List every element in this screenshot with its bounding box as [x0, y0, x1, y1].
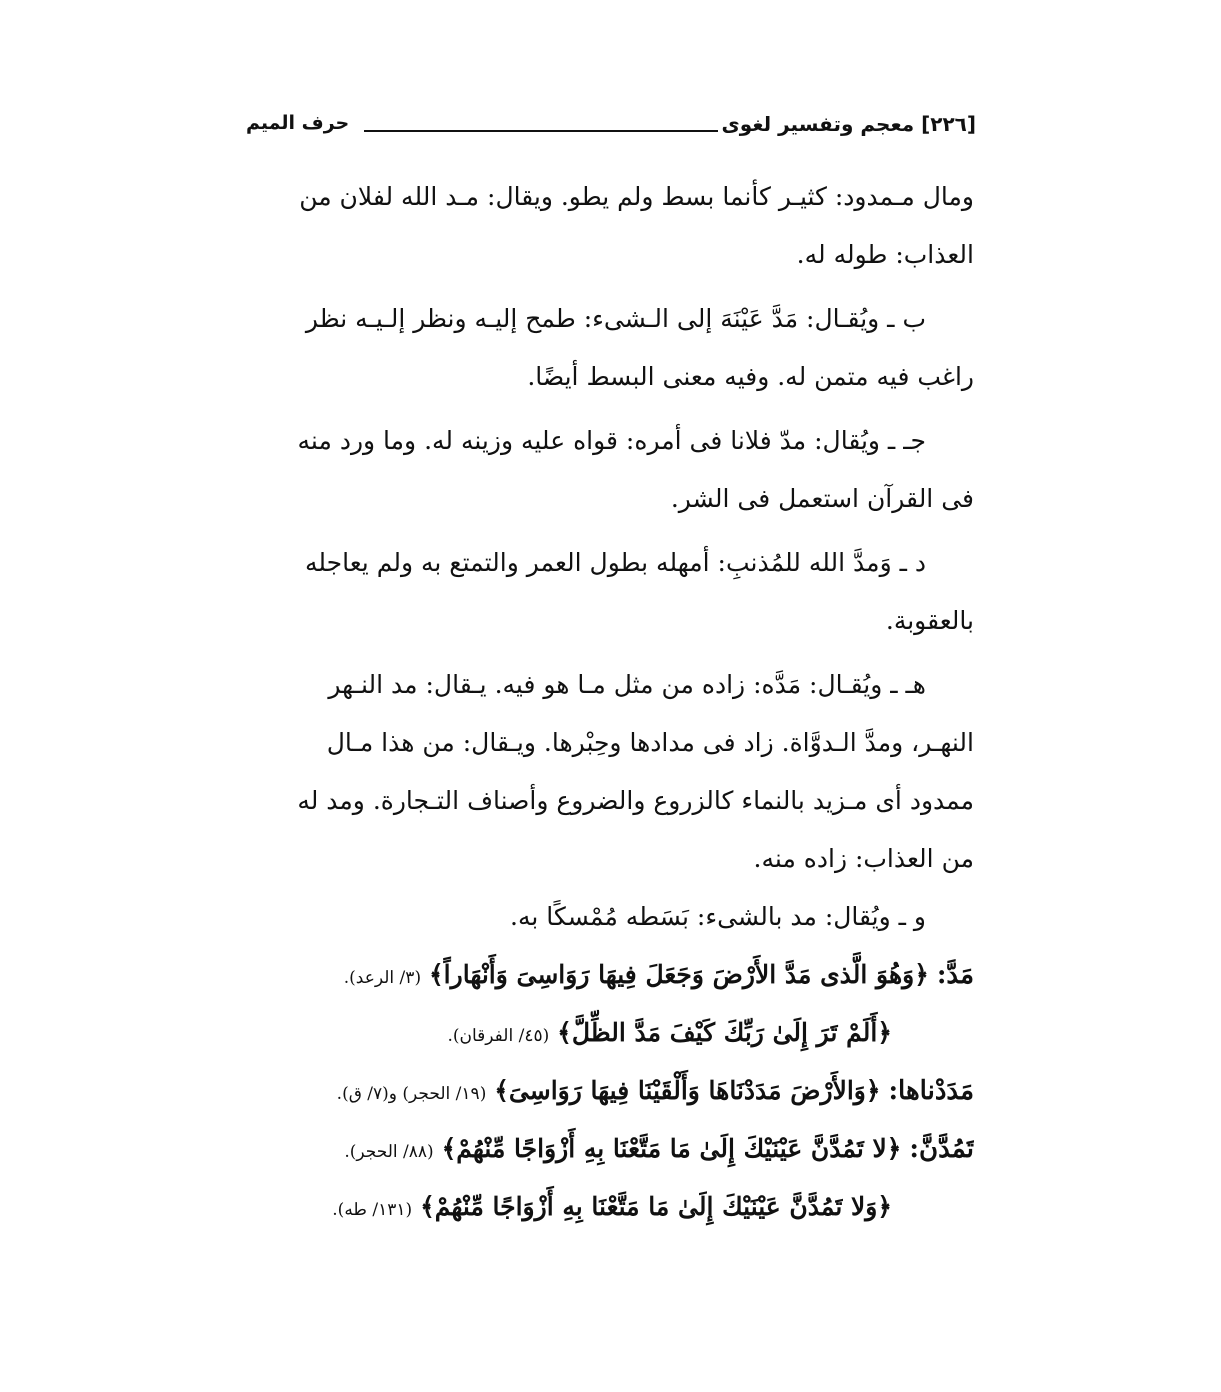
verse-reference: (١٣١/ طه).: [332, 1200, 413, 1220]
paragraph: [236, 888, 974, 946]
text-line: بالعقوبة.: [885, 606, 974, 635]
text-line: و ـ ويُقال: مد بالشىء: بَسَطه مُمْسكًا به.: [510, 902, 926, 931]
verse-reference: (٣/ الرعد).: [343, 968, 422, 988]
verse-reference: (٨٨/ الحجر).: [344, 1142, 434, 1162]
paragraph: [236, 168, 974, 284]
text-line: من العذاب: زاده منه.: [753, 844, 974, 873]
text-line: النهـر، ومدَّ الـدوَّاة. زاد فى مدادها وحِبْرها. ويـقال: من هذا مـال: [326, 728, 974, 757]
quran-entry: [236, 1062, 974, 1120]
text-line: د ـ وَمدَّ الله للمُذنبِ: أمهله بطول العمر والتمتع به ولم يعاجله: [305, 548, 926, 577]
quran-verse: ﴿لا تَمُدَّنَّ عَيْنَيْكَ إِلَىٰ مَا مَتَّعْنَا بِهِ أَزْوَاجًا مِّنْهُمْ﴾: [441, 1134, 902, 1163]
entry-word: مَدَّ:: [936, 960, 974, 990]
text-line: ممدود أى مـزيد بالنماء كالزروع والضروع وأصناف التـجارة. ومد له: [297, 786, 974, 815]
paragraph: [236, 290, 974, 406]
quran-entry: [236, 1120, 974, 1178]
text-line: ومال مـمدود: كثيـر كأنما بسط ولم يطو. ويقال: مـد الله لفلان من: [299, 182, 974, 211]
quran-entry: [236, 1178, 974, 1236]
page-title: [٢٢٦] معجم وتفسير لغوى: [721, 112, 976, 136]
quran-verse: ﴿وَهُوَ الَّذى مَدَّ الأَرْضَ وَجَعَلَ فِيهَا رَوَاسِىَ وَأَنْهَاراً﴾: [429, 960, 929, 989]
text-line: ب ـ ويُقـال: مَدَّ عَيْنَهَ إلى الـشىء: طمح إليـه ونظر إلـيـه نظر: [305, 304, 926, 333]
section-title: حرف الميم: [246, 112, 350, 134]
quran-verse: ﴿وَلا تَمُدَّنَّ عَيْنَيْكَ إِلَىٰ مَا مَتَّعْنَا بِهِ أَزْوَاجًا مِّنْهُمْ﴾: [420, 1192, 892, 1221]
quran-verse: ﴿وَالأَرْضَ مَدَدْنَاهَا وَأَلْقَيْنَا فِيهَا رَوَاسِىَ﴾: [494, 1076, 881, 1105]
text-line: هـ ـ ويُقـال: مَدَّه: زاده من مثل مـا هو فيه. يـقال: مد النـهر: [328, 670, 926, 699]
quran-verse: ﴿أَلَمْ تَرَ إِلَىٰ رَبِّكَ كَيْفَ مَدَّ الظِّلَّ﴾: [557, 1018, 892, 1047]
quran-entry: [236, 946, 974, 1004]
quran-entry: [236, 1004, 974, 1062]
verse-reference: (١٩/ الحجر) و(٧/ ق).: [336, 1084, 487, 1104]
text-line: جـ ـ ويُقال: مدّ فلانا فى أمره: قواه عليه وزينه له. وما ورد منه: [297, 426, 926, 455]
entry-word: تَمُدَّنَّ:: [909, 1134, 974, 1164]
header-rule: [364, 130, 718, 132]
paragraph: [236, 412, 974, 528]
entry-word: مَدَدْناها:: [888, 1076, 974, 1106]
paragraph: [236, 534, 974, 650]
page-header: [246, 112, 976, 146]
text-line: راغب فيه متمن له. وفيه معنى البسط أيضًا.: [527, 362, 974, 391]
paragraph: [236, 656, 974, 888]
text-line: العذاب: طوله له.: [796, 240, 974, 269]
body-text: [236, 168, 974, 1236]
text-line: فى القرآن استعمل فى الشر.: [670, 484, 974, 513]
verse-reference: (٤٥/ الفرقان).: [447, 1026, 550, 1046]
